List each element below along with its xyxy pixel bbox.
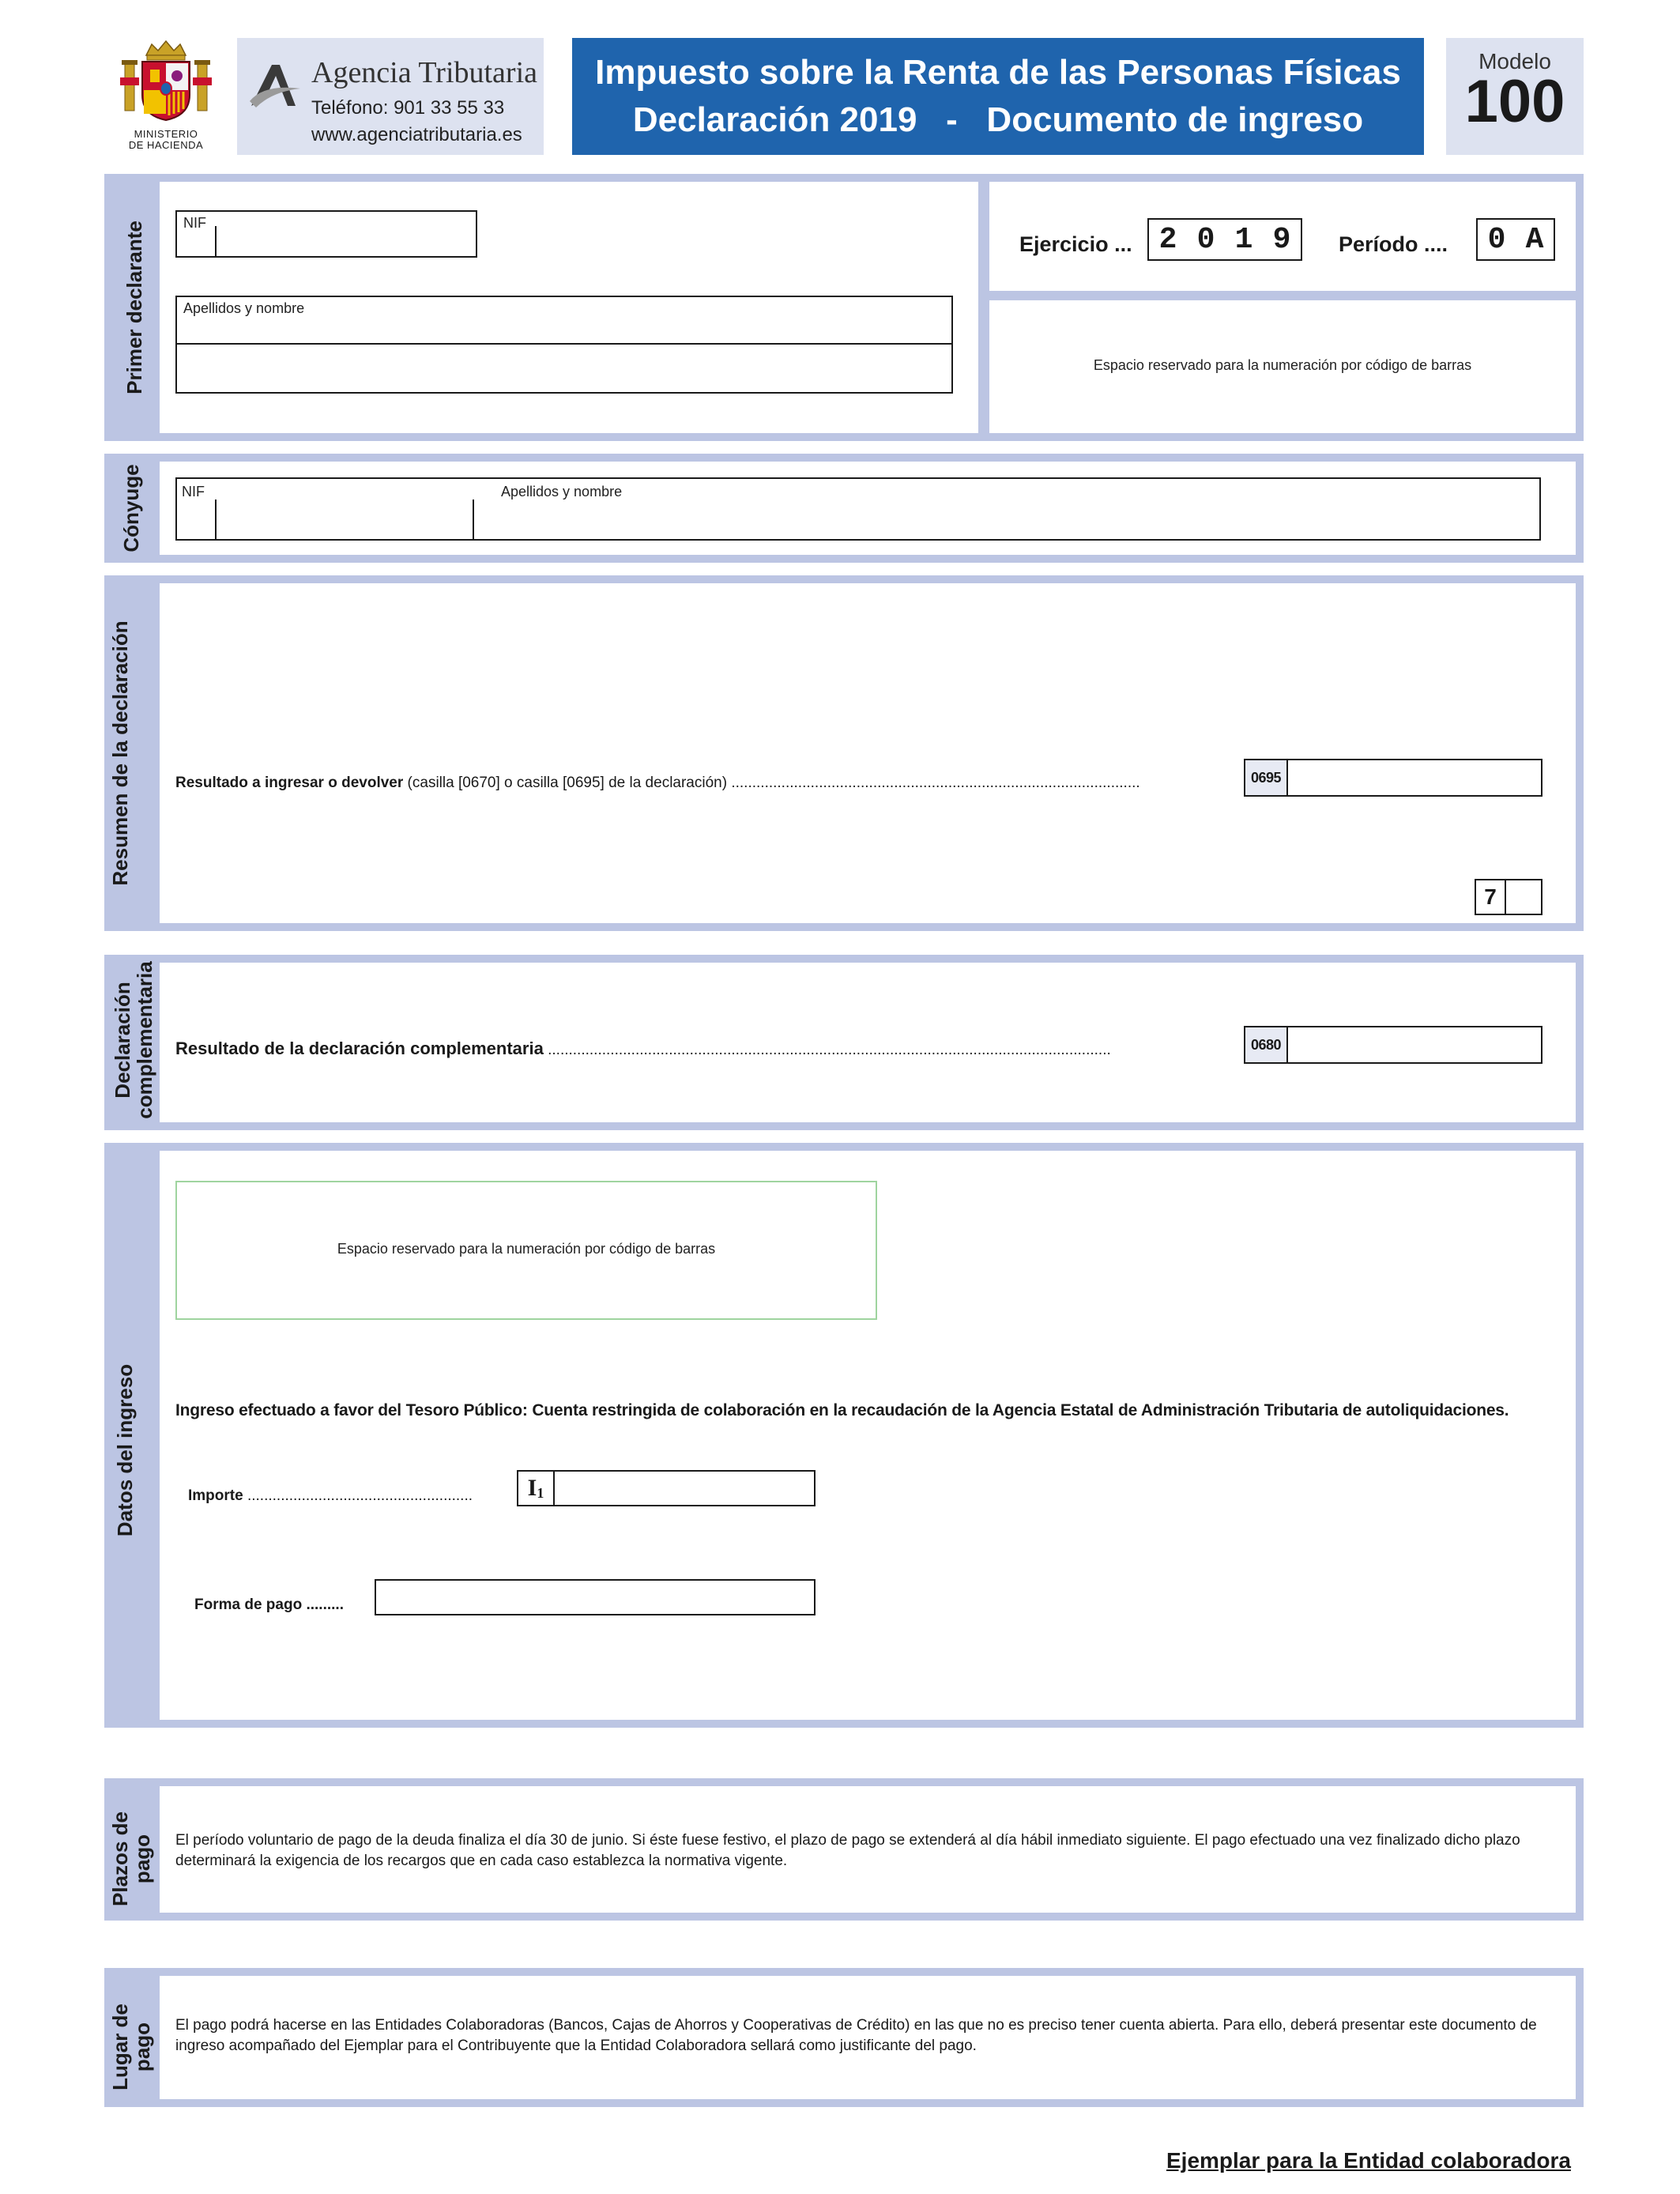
ejercicio-panel [989, 182, 1576, 291]
barcode-space-ingreso-text: Espacio reservado para la numeración por código de barras [337, 1241, 716, 1257]
agency-phone: Teléfono: 901 33 55 33 [311, 97, 505, 119]
ejercicio-field[interactable] [1147, 218, 1302, 261]
lugar-panel [160, 1976, 1576, 2099]
apellidos-nombre-label: Apellidos y nombre [183, 300, 305, 316]
agency-name: Agencia Tributaria [311, 56, 538, 89]
resultado-complementaria-text: Resultado de la declaración complementaria ....................................................................................................................................... [175, 1039, 1111, 1058]
plazos-text: El período voluntario de pago de la deuda finaliza el día 30 de junio. Si éste fuese festivo, el plazo de pago se extenderá al día hábil inmediato siguiente. El pago efectuado una vez finalizado dicho plazo determinará la exigencia de los recargos que en cada caso establezca la normativa vigente. [175, 1832, 1520, 1869]
apellidos-nombre-field[interactable] [175, 296, 953, 394]
complementaria-panel [160, 963, 1576, 1122]
importe-field[interactable] [517, 1470, 816, 1506]
forma-pago-field[interactable] [375, 1579, 816, 1615]
periodo-digit: 0 [1487, 222, 1506, 257]
ejercicio-digit: 2 [1158, 222, 1177, 257]
document-title-box [572, 38, 1424, 155]
ejercicio-digit: 1 [1234, 222, 1253, 257]
section-label-resumen: Resumen de la declaración [108, 620, 132, 886]
ejercicio-digit: 9 [1272, 222, 1291, 257]
conyuge-panel [160, 462, 1576, 555]
barcode-space-text: Espacio reservado para la numeración por código de barras [1093, 357, 1472, 373]
primer-declarante-left-panel [160, 182, 978, 433]
periodo-label: Período .... [1339, 232, 1448, 256]
section-datos-ingreso [104, 1143, 1584, 1728]
importe-code: I 1 [518, 1472, 555, 1505]
nif-label: NIF [183, 215, 206, 231]
casilla-0680-code: 0680 [1245, 1027, 1288, 1062]
document-subtitle: Declaración 2019 - Documento de ingreso [632, 100, 1364, 139]
section-primer-declarante [104, 174, 1584, 441]
agency-web: www.agenciatributaria.es [311, 124, 522, 145]
importe-label: Importe ...................................................... [188, 1487, 473, 1504]
modelo-box [1446, 38, 1584, 155]
casilla-0680-field[interactable] [1244, 1026, 1543, 1064]
control-digit: 7 [1476, 880, 1506, 914]
ministry-logo [111, 38, 221, 149]
document-title: Impuesto sobre la Renta de las Personas Físicas [595, 53, 1401, 92]
lugar-text: El pago podrá hacerse en las Entidades Colaboradoras (Bancos, Cajas de Ahorros y Cooperativas de Crédito) en las que no es preciso tener cuenta abierta. Para ello, deberá presentar este documento de ingreso acompañado del Ejemplar para el Contribuyente que la Entidad Colaboradora sellará como justificante del pago. [175, 2017, 1537, 2054]
periodo-digit: A [1525, 222, 1544, 257]
ejercicio-label: Ejercicio ... [1019, 232, 1132, 256]
plazos-panel [160, 1786, 1576, 1913]
conyuge-field[interactable] [175, 477, 1541, 541]
resultado-ingresar-text: Resultado a ingresar o devolver (casilla [0670] o casilla [0695] de la declaración) .................................................................................................. [175, 775, 1140, 791]
section-label-conyuge: Cónyuge [119, 464, 143, 552]
control-digit-field[interactable] [1475, 879, 1543, 915]
section-conyuge [104, 454, 1584, 563]
ingreso-tesoro-text: Ingreso efectuado a favor del Tesoro Público: Cuenta restringida de colaboración en la recaudación de la Agencia Estatal de Administración Tributaria de autoliquidaciones. [175, 1401, 1509, 1419]
nif-divider [215, 226, 217, 256]
conyuge-apellidos-label: Apellidos y nombre [501, 484, 623, 499]
copy-label: Ejemplar para la Entidad colaboradora [1166, 2148, 1571, 2173]
forma-pago-label: Forma de pago ......... [194, 1596, 344, 1613]
conyuge-nif-divider [215, 499, 217, 539]
periodo-field[interactable] [1476, 218, 1555, 261]
casilla-0695-code: 0695 [1245, 760, 1288, 795]
section-resumen [104, 575, 1584, 931]
datos-ingreso-panel [160, 1151, 1576, 1720]
barcode-space-declarante [989, 300, 1576, 433]
section-plazos [104, 1778, 1584, 1921]
casilla-0695-field[interactable] [1244, 759, 1543, 797]
barcode-space-ingreso [175, 1181, 877, 1320]
section-label-lugar: Lugar de pago [108, 2004, 154, 2090]
conyuge-nif-label: NIF [182, 484, 205, 499]
section-label-datos-ingreso: Datos del ingreso [113, 1363, 137, 1537]
resumen-panel [160, 583, 1576, 923]
nif-field[interactable] [175, 210, 477, 258]
modelo-number: 100 [1464, 68, 1565, 135]
section-label-primer-declarante: Primer declarante [122, 221, 146, 394]
agency-logo-icon [248, 60, 303, 115]
section-label-plazos: Plazos de pago [108, 1811, 154, 1906]
ministry-name: MINISTERIO DE HACIENDA [128, 128, 204, 151]
agency-box [237, 38, 544, 155]
section-complementaria [104, 955, 1584, 1130]
section-lugar [104, 1968, 1584, 2107]
apellidos-divider [177, 343, 951, 345]
coat-of-arms-icon [111, 38, 221, 125]
modelo-label: Modelo [1478, 49, 1551, 74]
ejercicio-digit: 0 [1196, 222, 1215, 257]
conyuge-apellidos-divider [473, 499, 474, 539]
section-label-complementaria: Declaración complementaria [111, 961, 156, 1119]
